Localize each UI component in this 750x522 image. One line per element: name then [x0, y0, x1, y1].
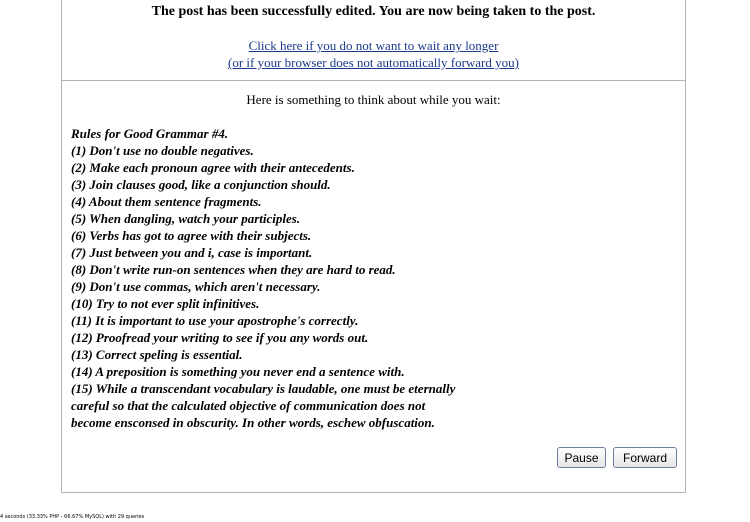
rule-line: (14) A preposition is something you never end a sentence with. [71, 364, 405, 379]
rules-title: Rules for Good Grammar #4. [71, 126, 229, 141]
rule-line: (6) Verbs has got to agree with their subjects. [71, 228, 312, 243]
intro-text: Here is something to think about while you wait: [246, 92, 501, 107]
rule-line: (10) Try to not ever split infinitives. [71, 296, 260, 311]
rule-line: become ensconsed in obscurity. In other words, eschew obfuscation. [71, 415, 435, 430]
forward-button[interactable]: Forward [613, 447, 677, 468]
rule-line: (2) Make each pronoun agree with their antecedents. [71, 160, 355, 175]
rule-line: (7) Just between you and i, case is important. [71, 245, 313, 260]
skip-wait-link[interactable]: Click here if you do not want to wait any longer [248, 38, 499, 53]
pause-button[interactable]: Pause [557, 447, 606, 468]
grammar-rules [71, 125, 671, 431]
rule-line: careful so that the calculated objective of communication does not [71, 398, 426, 413]
debug-footer: 4 seconds (33.33% PHP - 66.67% MySQL) with 29 queries [0, 514, 145, 520]
rule-line: (11) It is important to use your apostrophe's correctly. [71, 313, 359, 328]
rule-line: (8) Don't write run-on sentences when they are hard to read. [71, 262, 396, 277]
rule-line: (1) Don't use no double negatives. [71, 143, 254, 158]
rule-line: (12) Proofread your writing to see if you any words out. [71, 330, 369, 345]
rule-line: (15) While a transcendant vocabulary is laudable, one must be eternally [71, 381, 456, 396]
redirect-panel [61, 0, 686, 493]
rule-line: (5) When dangling, watch your participles. [71, 211, 301, 226]
status-message: The post has been successfully edited. You are now being taken to the post. [151, 4, 596, 19]
redirect-header [62, 0, 685, 81]
rule-line: (13) Correct speling is essential. [71, 347, 243, 362]
rule-line: (4) About them sentence fragments. [71, 194, 262, 209]
rule-line: (9) Don't use commas, which aren't necessary. [71, 279, 321, 294]
rule-line: (3) Join clauses good, like a conjunction should. [71, 177, 331, 192]
manual-forward-link[interactable]: (or if your browser does not automatically forward you) [228, 55, 519, 70]
